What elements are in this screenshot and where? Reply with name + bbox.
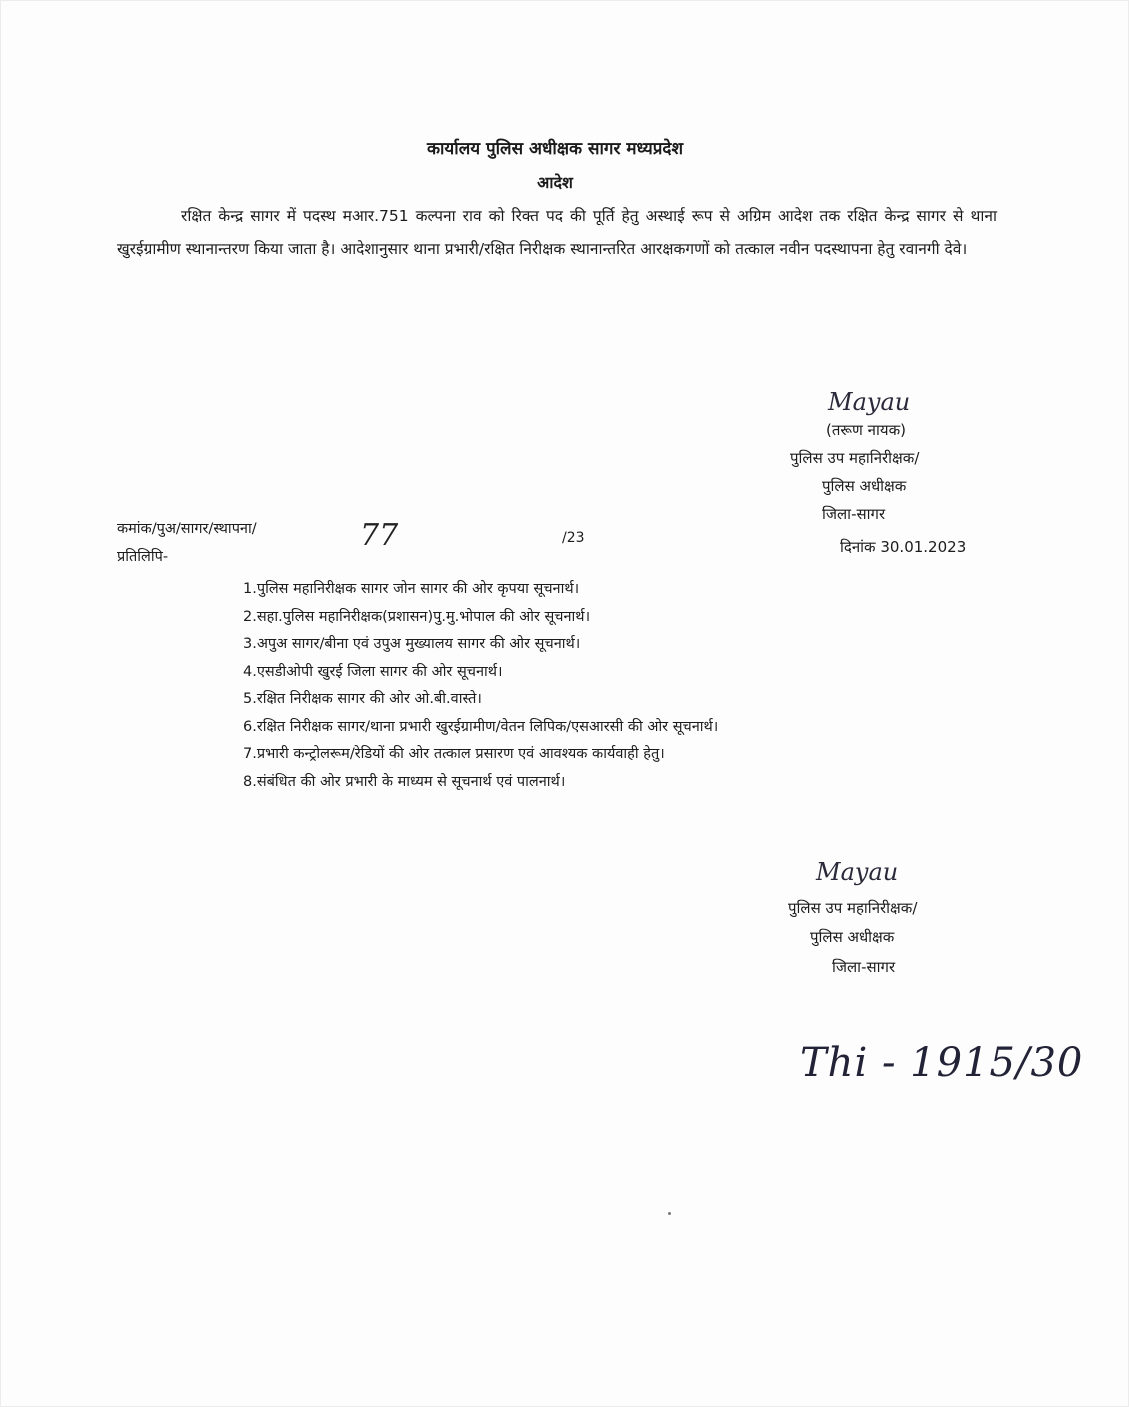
reference-suffix: /23 [562, 530, 585, 546]
signatory-2-designation-2: पुलिस अधीक्षक [810, 928, 895, 946]
signature-1-handwriting: Mayau [828, 388, 911, 416]
copy-list [243, 576, 718, 796]
list-item: 3.अपुअ सागर/बीना एवं उपुअ मुख्यालय सागर की ओर सूचनार्थ। [243, 636, 581, 652]
signatory-designation-2: पुलिस अधीक्षक [822, 477, 907, 495]
reference-number: 77 [360, 518, 399, 553]
list-item: 5.रक्षित निरीक्षक सागर की ओर ओ.बी.वास्ते। [243, 691, 482, 707]
list-item: 8.संबंधित की ओर प्रभारी के माध्यम से सूचनार्थ एवं पालनार्थ। [243, 773, 566, 790]
signatory-designation-1: पुलिस उप महानिरीक्षक/ [790, 449, 920, 467]
signatory-2-designation-1: पुलिस उप महानिरीक्षक/ [788, 899, 918, 917]
signature-2-handwriting: Mayau [816, 858, 899, 886]
signatory-district: जिला-सागर [822, 505, 886, 523]
list-item: 7.प्रभारी कन्ट्रोलरूम/रेडियों की ओर तत्काल प्रसारण एवं आवश्यक कार्यवाही हेतु। [243, 746, 665, 762]
signatory-name: (तरूण नायक) [826, 421, 906, 439]
order-body: रक्षित केन्द्र सागर में पदस्थ मआर.751 कल्पना राव को रिक्त पद की पूर्ति हेतु अस्थाई रूप से अग्रिम आदेश तक रक्षित केन्द्र सागर से थाना खुरईग्रामीण स्थानान्तरण किया जाता है। आदेशानुसार थाना प्रभारी/रक्षित निरीक्षक स्थानान्तरित आरक्षकगणों को तत्काल नवीन पदस्थापना हेतु रवानगी देवे। [117, 207, 997, 258]
copy-label: प्रतिलिपि- [117, 549, 169, 565]
signatory-2-district: जिला-सागर [832, 958, 896, 976]
order-date: दिनांक 30.01.2023 [840, 538, 967, 556]
list-item: 2.सहा.पुलिस महानिरीक्षक(प्रशासन)पु.मु.भोपाल की ओर सूचनार्थ। [243, 608, 591, 625]
list-item: 6.रक्षित निरीक्षक सागर/थाना प्रभारी खुरईग्रामीण/वेतन लिपिक/एसआरसी की ओर सूचनार्थ। [243, 718, 719, 735]
reference-prefix: कमांक/पुअ/सागर/स्थापना/ [117, 521, 257, 537]
list-item: 4.एसडीओपी खुरई जिला सागर की ओर सूचनार्थ। [243, 663, 503, 680]
scan-speck [668, 1212, 671, 1215]
handwritten-note: Thi - 1915/30 [800, 1040, 1084, 1086]
order-title: आदेश [537, 173, 573, 192]
list-item: 1.पुलिस महानिरीक्षक सागर जोन सागर की ओर कृपया सूचनार्थ। [243, 581, 580, 597]
office-heading: कार्यालय पुलिस अधीक्षक सागर मध्यप्रदेश [426, 139, 684, 159]
